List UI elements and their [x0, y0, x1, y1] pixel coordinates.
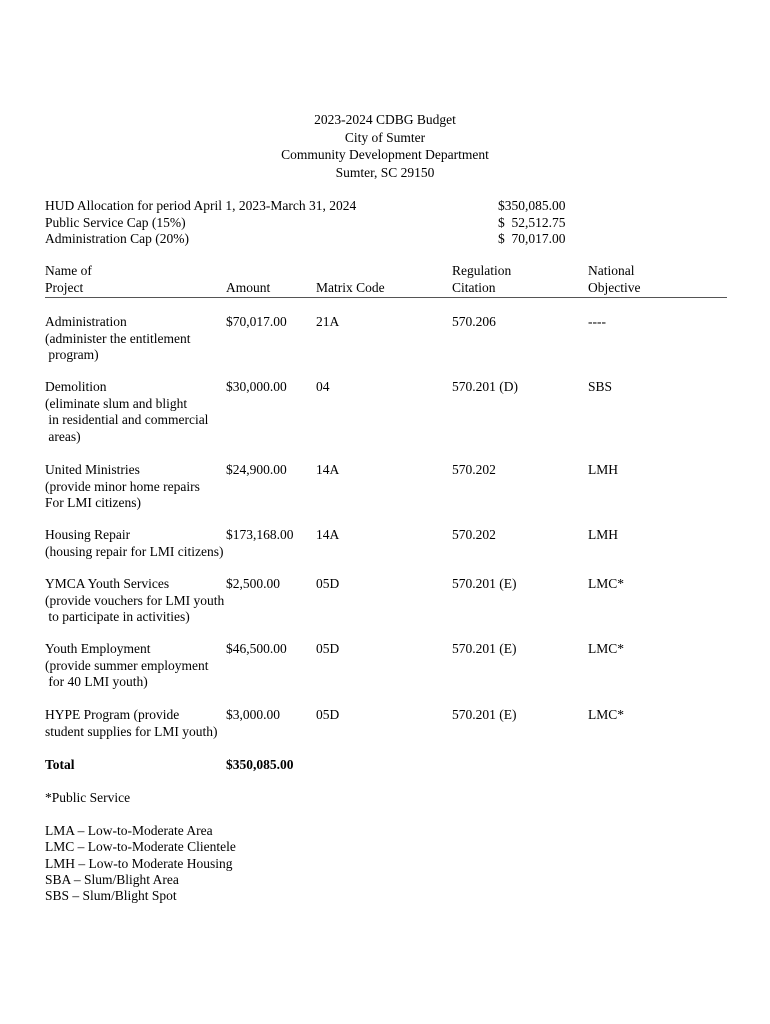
national-objective: ---- — [588, 314, 606, 329]
allocation-label: HUD Allocation for period April 1, 2023-March 31, 2024 — [45, 198, 357, 213]
column-header-objective-line2: Objective — [588, 279, 641, 295]
allocation-label: Public Service Cap (15%) — [45, 214, 186, 230]
legend-item: SBA – Slum/Blight Area — [45, 871, 179, 887]
legend-item: LMH – Low-to Moderate Housing — [45, 855, 233, 871]
regulation-citation: 570.201 (E) — [452, 641, 517, 656]
allocation-row — [45, 198, 585, 215]
project-amount: $2,500.00 — [226, 576, 280, 591]
column-header-national-objective — [588, 263, 640, 296]
column-header-name — [45, 263, 92, 296]
matrix-code: 14A — [316, 527, 340, 542]
allocation-value: $350,085.00 — [498, 198, 566, 213]
project-name: Administration (administer the entitlement program) — [45, 314, 191, 362]
project-amount: $3,000.00 — [226, 707, 280, 722]
legend-item: LMA – Low-to-Moderate Area — [45, 823, 213, 838]
regulation-citation: 570.201 (D) — [452, 379, 518, 394]
project-name: United Ministries (provide minor home repairs For LMI citizens) — [45, 462, 200, 510]
column-header-regulation — [452, 263, 511, 296]
allocation-row — [45, 215, 585, 232]
regulation-citation: 570.206 — [452, 314, 496, 329]
total-label: Total — [45, 757, 75, 772]
matrix-code: 21A — [316, 314, 340, 329]
total-value: $350,085.00 — [226, 757, 294, 772]
project-name: YMCA Youth Services (provide vouchers for LMI youth to participate in activities) — [45, 576, 225, 624]
regulation-citation: 570.202 — [452, 462, 496, 477]
allocation-value: $ 70,017.00 — [498, 231, 566, 246]
public-service-footnote: *Public Service — [45, 790, 131, 805]
matrix-code: 14A — [316, 462, 340, 477]
national-objective: SBS — [588, 379, 613, 394]
project-amount: $70,017.00 — [226, 314, 287, 329]
allocation-summary — [45, 198, 585, 248]
column-header-regulation-line2: Citation — [452, 279, 496, 295]
project-name: Demolition (eliminate slum and blight in residential and commercial areas) — [45, 379, 209, 444]
national-objective: LMC* — [588, 641, 625, 656]
legend-item: LMC – Low-to-Moderate Clientele — [45, 839, 236, 855]
matrix-code: 04 — [316, 379, 330, 394]
column-header-amount: Amount — [226, 279, 271, 295]
project-amount: $24,900.00 — [226, 462, 287, 477]
matrix-code: 05D — [316, 576, 340, 591]
project-name: HYPE Program (provide student supplies for LMI youth) — [45, 707, 218, 739]
matrix-code: 05D — [316, 707, 340, 722]
allocation-row — [45, 231, 585, 248]
project-name: Youth Employment (provide summer employment for 40 LMI youth) — [45, 641, 209, 689]
column-header-name-line2: Project — [45, 279, 84, 295]
column-header-matrix-code: Matrix Code — [316, 279, 385, 295]
city-name: City of Sumter — [344, 129, 426, 145]
column-header-name-line1: Name of — [45, 263, 92, 278]
regulation-citation: 570.201 (E) — [452, 576, 517, 591]
objective-legend — [45, 823, 236, 904]
project-amount: $46,500.00 — [226, 641, 287, 656]
national-objective: LMC* — [588, 576, 625, 591]
table-header — [45, 263, 727, 298]
matrix-code: 05D — [316, 641, 340, 656]
budget-title: 2023-2024 CDBG Budget — [314, 112, 456, 127]
allocation-value: $ 52,512.75 — [498, 214, 566, 230]
project-amount: $173,168.00 — [226, 527, 294, 542]
document-header — [0, 111, 770, 181]
legend-item: SBS – Slum/Blight Spot — [45, 888, 177, 904]
allocation-label: Administration Cap (20%) — [45, 231, 189, 246]
project-amount: $30,000.00 — [226, 379, 287, 394]
column-header-regulation-line1: Regulation — [452, 263, 512, 278]
department-name: Community Development Department — [281, 147, 489, 162]
regulation-citation: 570.201 (E) — [452, 707, 517, 722]
national-objective: LMH — [588, 462, 618, 477]
regulation-citation: 570.202 — [452, 527, 496, 542]
column-header-objective-line1: National — [588, 263, 635, 278]
city-address: Sumter, SC 29150 — [335, 164, 435, 180]
national-objective: LMH — [588, 527, 618, 542]
national-objective: LMC* — [588, 707, 625, 722]
project-name: Housing Repair (housing repair for LMI citizens) — [45, 527, 224, 559]
